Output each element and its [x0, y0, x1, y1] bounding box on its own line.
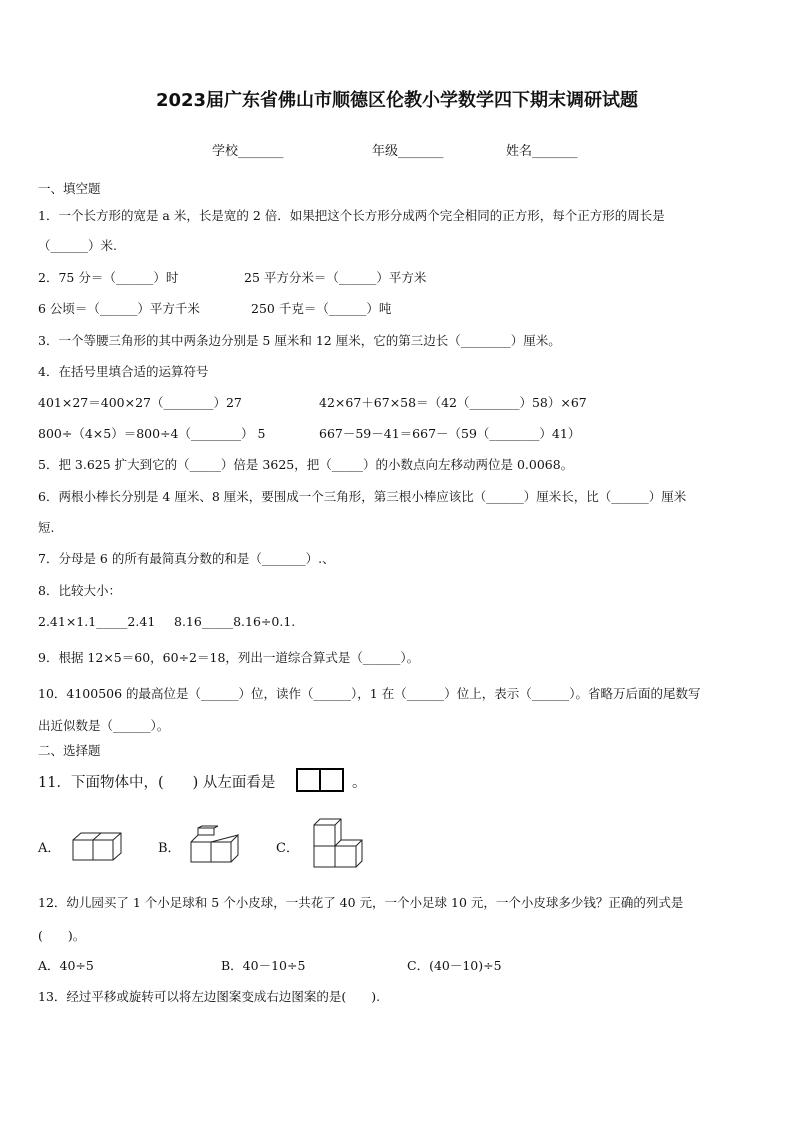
question-1-line-2: （______）米.	[38, 238, 117, 253]
question-2-part-c: 6 公顷＝（______）平方千米	[38, 301, 200, 316]
question-11-suffix: 。	[352, 775, 367, 791]
section-heading-choice: 二、选择题	[38, 743, 101, 758]
grade-field[interactable]: 年级_______	[372, 144, 444, 159]
question-12-line-1: 12．幼儿园买了 1 个小足球和 5 个小皮球，一共花了 40 元，一个小足球 10 元，一个小皮球多少钱？正确的列式是	[38, 895, 684, 910]
option-a-cube-figure	[72, 832, 124, 862]
option-b-cube-figure	[190, 826, 240, 864]
question-2-part-a: 2．75 分＝（______）时	[38, 270, 179, 285]
question-2-part-d: 250 千克＝（______）吨	[251, 301, 392, 316]
question-5: 5．把 3.625 扩大到它的（_____）倍是 3625，把（_____）的小数点向左移动两位是 0.0068。	[38, 457, 574, 472]
question-10-line-1: 10．4100506 的最高位是（______）位，读作（______），1 在（______）位上，表示（______）。省略万后面的尾数写	[38, 686, 701, 701]
question-3: 3．一个等腰三角形的其中两条边分别是 5 厘米和 12 厘米，它的第三边长（________）厘米。	[38, 333, 561, 348]
question-10-line-2: 出近似数是（______）。	[38, 718, 170, 733]
question-8-part-b: 8.16_____8.16÷0.1.	[174, 614, 296, 629]
question-9: 9．根据 12×5＝60，60÷2＝18，列出一道综合算式是（______）。	[38, 650, 420, 665]
question-4: 4．在括号里填合适的运算符号	[38, 364, 209, 379]
option-c-label[interactable]: C．	[276, 841, 299, 856]
question-1-line-1: 1．一个长方形的宽是 a 米，长是宽的 2 倍．如果把这个长方形分成两个完全相同的正方形，每个正方形的周长是	[38, 208, 665, 223]
school-field[interactable]: 学校_______	[212, 144, 284, 159]
option-a-label[interactable]: A．	[38, 841, 61, 856]
question-4-part-c: 800÷（4×5）＝800÷4（________） 5	[38, 426, 266, 441]
question-6-line-1: 6．两根小棒长分别是 4 厘米、8 厘米，要围成一个三角形，第三根小棒应该比（______）厘米长，比（______）厘米	[38, 489, 687, 504]
section-heading-fill-blank: 一、填空题	[38, 181, 101, 196]
question-6-line-2: 短.	[38, 520, 55, 535]
question-4-part-a: 401×27＝400×27（________）27	[38, 395, 242, 410]
question-12-option-b[interactable]: B．40－10÷5	[221, 958, 306, 973]
question-12-line-2: ( )。	[38, 928, 86, 943]
question-8: 8．比较大小：	[38, 583, 121, 598]
question-4-part-b: 42×67＋67×58＝（42（________）58）×67	[319, 395, 587, 410]
page-title: 2023届广东省佛山市顺德区伦教小学数学四下期末调研试题	[155, 90, 639, 111]
question-12-option-c[interactable]: C．(40－10)÷5	[407, 958, 502, 973]
option-b-label[interactable]: B．	[158, 841, 181, 856]
name-field[interactable]: 姓名_______	[506, 144, 578, 159]
question-4-part-d: 667－59－41＝667－（59（________）41）	[319, 426, 581, 441]
left-view-two-squares-figure	[296, 768, 344, 792]
question-8-part-a: 2.41×1.1_____2.41	[38, 614, 156, 629]
question-12-option-a[interactable]: A．40÷5	[38, 958, 94, 973]
question-7: 7．分母是 6 的所有最简真分数的和是（_______）.、	[38, 551, 335, 566]
option-c-cube-figure	[312, 818, 362, 870]
question-13: 13．经过平移或旋转可以将左边图案变成右边图案的是( ).	[38, 989, 381, 1004]
question-2-part-b: 25 平方分米＝（______）平方米	[244, 270, 427, 285]
question-11-prompt: 11．下面物体中，( ) 从左面看是	[38, 775, 276, 791]
